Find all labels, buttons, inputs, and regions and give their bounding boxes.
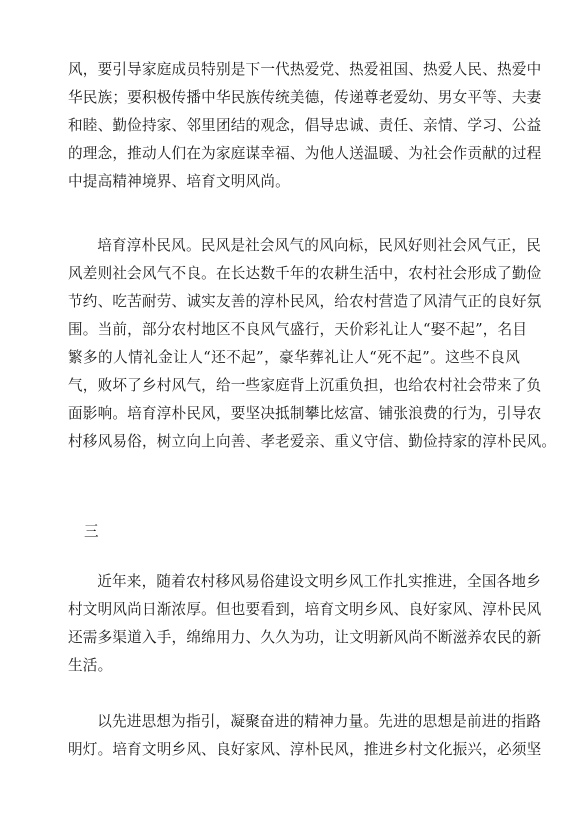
paragraph-line: 明灯。培育文明乡风、良好家风、淳朴民风，推进乡村文化振兴，必须坚 xyxy=(68,741,542,758)
paragraph-folk-customs xyxy=(68,232,557,456)
paragraph-advanced-thought xyxy=(68,708,542,764)
paragraph-line: 中提高精神境界、培育文明风尚。 xyxy=(68,173,290,190)
paragraph-line: 面影响。培育淳朴民风，要坚决抵制攀比炫富、铺张浪费的行为，引导农 xyxy=(68,405,542,422)
paragraph-line: 以先进思想为指引，凝聚奋进的精神力量。先进的思想是前进的指路 xyxy=(97,713,542,730)
paragraph-line: 生活。 xyxy=(68,657,113,674)
paragraph-line: 华民族；要积极传播中华民族传统美德，传递尊老爱幼、男女平等、夫妻 xyxy=(68,89,542,106)
paragraph-line: 风差则社会风气不良。在长达数千年的农耕生活中，农村社会形成了勤俭 xyxy=(68,265,542,282)
paragraph-line: 近年来，随着农村移风易俗建设文明乡风工作扎实推进，全国各地乡 xyxy=(97,573,542,590)
paragraph-line: 还需多渠道入手，绵绵用力、久久为功，让文明新风尚不断滋养农民的新 xyxy=(68,629,542,646)
paragraph-line: 村移风易俗，树立向上向善、孝老爱亲、重义守信、勤俭持家的淳朴民风。 xyxy=(68,433,557,450)
paragraph-line: 围。当前，部分农村地区不良风气盛行，天价彩礼让人“娶不起”，名目 xyxy=(68,321,528,338)
paragraph-line: 村文明风尚日渐浓厚。但也要看到，培育文明乡风、良好家风、淳朴民风 xyxy=(68,601,542,618)
paragraph-line: 的理念，推动人们在为家庭谋幸福、为他人送温暖、为社会作贡献的过程 xyxy=(68,145,542,162)
paragraph-line: 培育淳朴民风。民风是社会风气的风向标，民风好则社会风气正，民 xyxy=(97,237,542,254)
paragraph-line: 和睦、勤俭持家、邻里团结的观念，倡导忠诚、责任、亲情、学习、公益 xyxy=(68,117,542,134)
paragraph-line: 繁多的人情礼金让人“还不起”，豪华葬礼让人“死不起”。这些不良风 xyxy=(68,349,520,366)
paragraph-line: 气，败坏了乡村风气，给一些家庭背上沉重负担，也给农村社会带来了负 xyxy=(68,377,542,394)
paragraph-line: 风，要引导家庭成员特别是下一代热爱党、热爱祖国、热爱人民、热爱中 xyxy=(68,61,542,78)
section-heading: 三 xyxy=(84,523,99,540)
paragraph-line: 节约、吃苦耐劳、诚实友善的淳朴民风，给农村营造了风清气正的良好氛 xyxy=(68,293,542,310)
paragraph-family-values xyxy=(68,56,542,196)
paragraph-civilized-customs xyxy=(68,568,542,680)
